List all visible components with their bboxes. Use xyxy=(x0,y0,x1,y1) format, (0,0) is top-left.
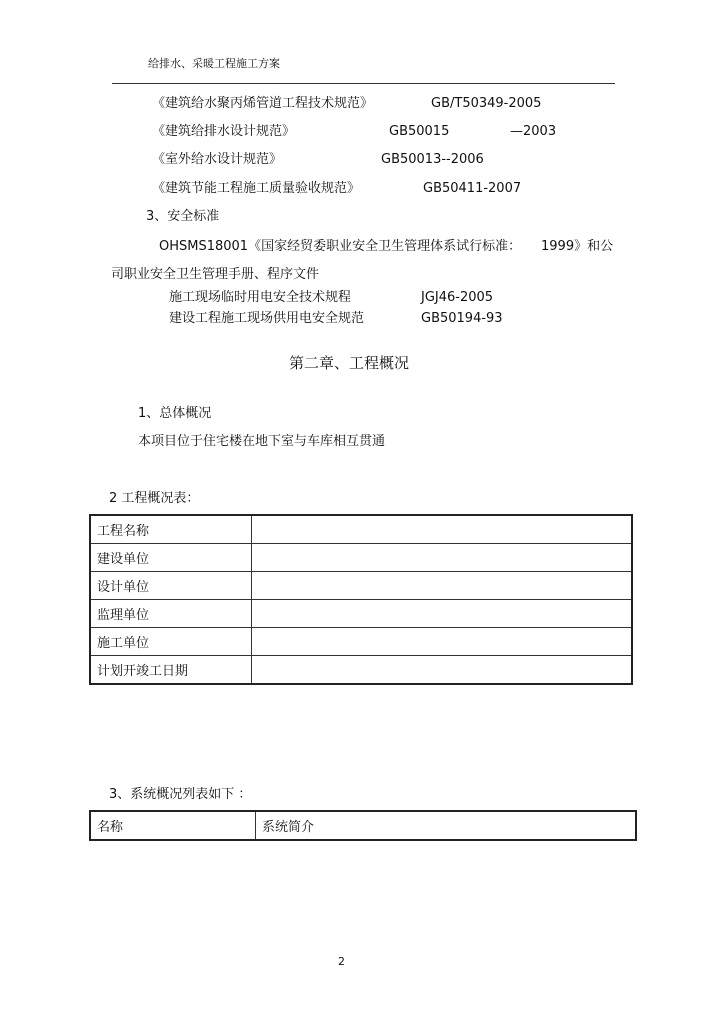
safety-item-name-1: 施工现场临时用电安全技术规程 xyxy=(169,290,352,305)
standard-name-3: 《室外给水设计规范》 xyxy=(152,152,283,167)
table1-heading: 2 工程概况表： xyxy=(109,491,200,506)
table-cell-label: 设计单位 xyxy=(90,572,252,600)
table-cell-value xyxy=(252,572,633,600)
table-header-row xyxy=(90,811,636,840)
header-rule xyxy=(112,83,615,84)
table2-heading: 3、系统概况列表如下 ： xyxy=(109,787,252,802)
table-cell-value xyxy=(252,600,633,628)
system-overview-table xyxy=(89,810,637,841)
table-cell-label: 施工单位 xyxy=(90,628,252,656)
table-cell-label: 建设单位 xyxy=(90,544,252,572)
page-number: 2 xyxy=(338,955,345,968)
safety-item-name-2: 建设工程施工现场供用电安全规范 xyxy=(169,311,365,326)
safety-line2: 司职业安全卫生管理手册、程序文件 xyxy=(111,267,320,282)
table-cell-value xyxy=(252,544,633,572)
standard-code-1: GB/T50349-2005 xyxy=(431,96,542,111)
table-cell-value xyxy=(252,628,633,656)
safety-heading: 3、安全标准 xyxy=(146,209,220,224)
table-row xyxy=(90,572,632,600)
table-cell-value xyxy=(252,515,633,544)
table-header-description: 系统简介 xyxy=(256,811,637,840)
table-row xyxy=(90,656,632,685)
table-row xyxy=(90,600,632,628)
safety-line1-right: 1999》和公 xyxy=(541,239,614,254)
overview-text: 本项目位于住宅楼在地下室与车库相互贯通 xyxy=(138,434,386,449)
project-overview-table xyxy=(89,514,633,685)
safety-item-code-2: GB50194-93 xyxy=(421,311,503,326)
chapter-title: 第二章、工程概况 xyxy=(289,354,410,372)
table-cell-label: 工程名称 xyxy=(90,515,252,544)
safety-line1-left: OHSMS18001《国家经贸委职业安全卫生管理体系试行标准： xyxy=(159,239,522,254)
table-row xyxy=(90,628,632,656)
table-header-name: 名称 xyxy=(90,811,256,840)
standard-code-4: GB50411-2007 xyxy=(423,181,522,196)
page-header-title: 给排水、采暖工程施工方案 xyxy=(148,57,280,70)
table-cell-value xyxy=(252,656,633,685)
safety-item-code-1: JGJ46-2005 xyxy=(421,290,494,305)
standard-code-3: GB50013--2006 xyxy=(381,152,484,167)
table-cell-label: 计划开竣工日期 xyxy=(90,656,252,685)
table-cell-label: 监理单位 xyxy=(90,600,252,628)
standard-code-2: GB50015 xyxy=(389,124,450,139)
table-row xyxy=(90,544,632,572)
table-row xyxy=(90,515,632,544)
standard-name-1: 《建筑给水聚丙烯管道工程技术规范》 xyxy=(152,96,374,111)
standard-name-2: 《建筑给排水设计规范》 xyxy=(152,124,296,139)
standard-name-4: 《建筑节能工程施工质量验收规范》 xyxy=(152,181,361,196)
standard-year-2: —2003 xyxy=(510,124,557,139)
overview-heading: 1、总体概况 xyxy=(138,406,212,421)
